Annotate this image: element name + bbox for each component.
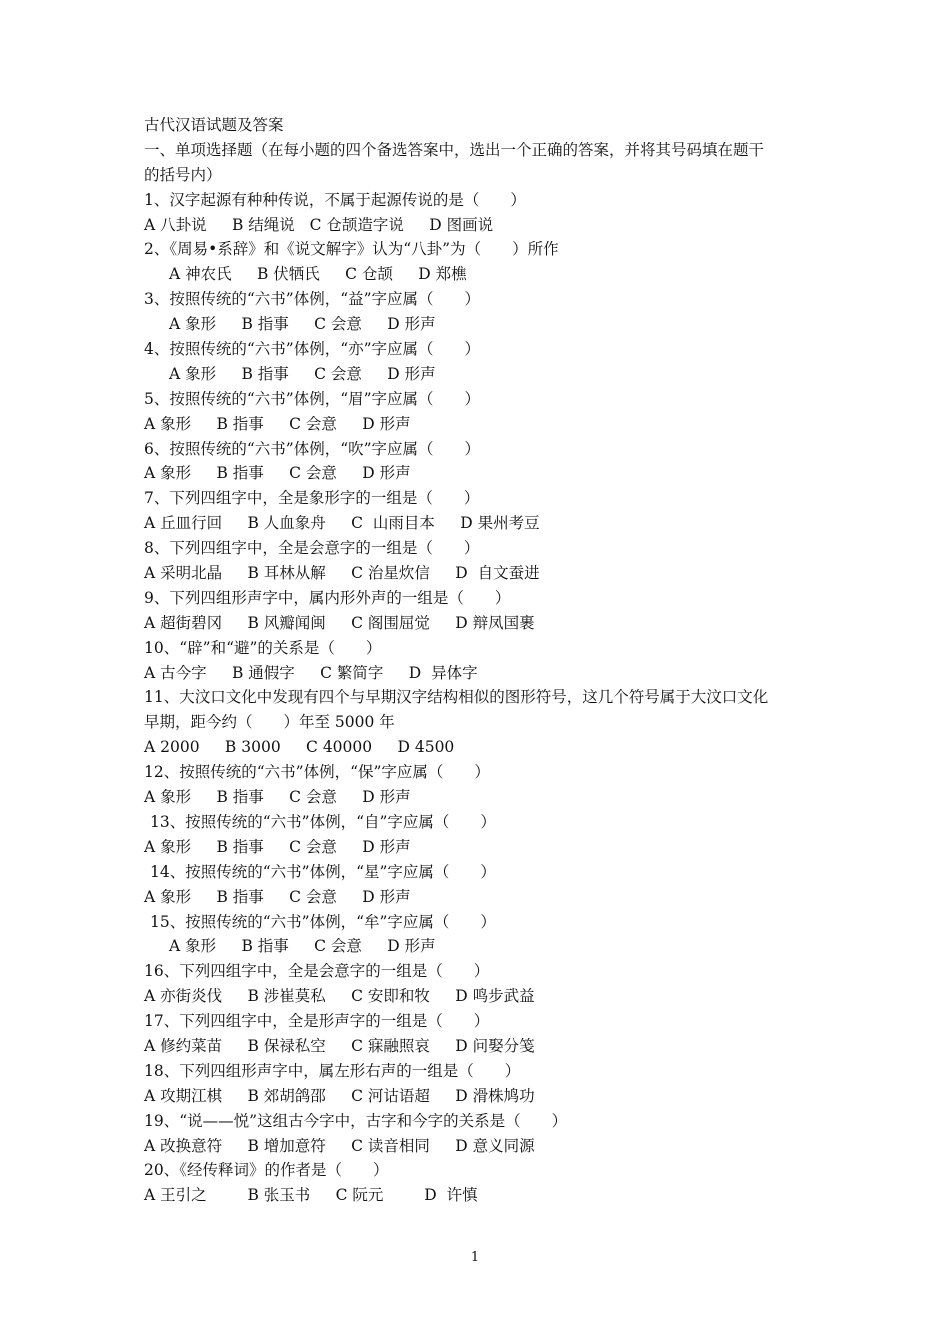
text-line: A 2000 B 3000 C 40000 D 4500 — [144, 738, 455, 757]
text-line: 5、按照传统的“六书”体例，“眉”字应属（ ） — [144, 389, 481, 408]
text-line: A 古今字 B 通假字 C 繁简字 D 异体字 — [144, 663, 478, 682]
text-line: A 象形 B 指事 C 会意 D 形声 — [144, 837, 411, 856]
text-line: 16、下列四组字中，全是会意字的一组是（ ） — [144, 962, 490, 981]
text-line: 一、单项选择题（在每小题的四个备选答案中，选出一个正确的答案，并将其号码填在题干 — [144, 140, 765, 159]
text-line: 早期，距今约（ ）年至 5000 年 — [144, 713, 395, 732]
text-line: 10、“辟”和“避”的关系是（ ） — [144, 638, 382, 657]
document-body — [144, 113, 824, 1208]
text-line: A 象形 B 指事 C 会意 D 形声 — [144, 788, 411, 807]
text-line: 11、大汶口文化中发现有四个与早期汉字结构相似的图形符号，这几个符号属于大汶口文化 — [144, 688, 769, 707]
text-line: 14、按照传统的“六书”体例，“星”字应属（ ） — [150, 862, 496, 881]
text-line: 1、汉字起源有种种传说，不属于起源传说的是（ ） — [144, 190, 526, 209]
text-line: 3、按照传统的“六书”体例，“益”字应属（ ） — [144, 290, 481, 309]
text-line: 18、下列四组形声字中，属左形右声的一组是（ ） — [144, 1061, 521, 1080]
text-line: 4、按照传统的“六书”体例，“亦”字应属（ ） — [144, 340, 481, 359]
text-line: A 攻期江棋 B 郊胡鸽邵 C 河诂语超 D 滑株鸠功 — [144, 1086, 535, 1105]
document-title: 古代汉语试题及答案 — [144, 116, 284, 134]
text-line: A 神农氏 B 伏牺氏 C 仓颉 D 郑樵 — [169, 265, 467, 284]
text-line: 13、按照传统的“六书”体例，“自”字应属（ ） — [150, 812, 496, 831]
text-line: 7、下列四组字中，全是象形字的一组是（ ） — [144, 489, 480, 508]
text-line: A 象形 B 指事 C 会意 D 形声 — [169, 937, 436, 956]
text-line: 17、下列四组字中，全是形声字的一组是（ ） — [144, 1012, 490, 1031]
text-line: A 象形 B 指事 C 会意 D 形声 — [169, 315, 436, 334]
text-line: 19、“说——悦”这组古今字中，古字和今字的关系是（ ） — [144, 1111, 568, 1130]
page-number: 1 — [470, 1250, 480, 1265]
text-line: 20、《经传释词》的作者是（ ） — [144, 1161, 389, 1180]
text-line: A 象形 B 指事 C 会意 D 形声 — [144, 414, 411, 433]
text-line: A 超街碧冈 B 风瓣闻闽 C 阁围屈觉 D 辩凤国裹 — [144, 613, 535, 632]
text-line: 2、《周易•系辞》和《说文解字》认为“八卦”为（ ）所作 — [144, 240, 559, 259]
text-line: A 象形 B 指事 C 会意 D 形声 — [169, 364, 436, 383]
text-line: 的括号内） — [144, 165, 222, 184]
text-line: A 修约菜苗 B 保禄私空 C 寐融照哀 D 问娶分笺 — [144, 1036, 535, 1055]
text-line: 8、下列四组字中，全是会意字的一组是（ ） — [144, 539, 480, 558]
text-line: A 象形 B 指事 C 会意 D 形声 — [144, 887, 411, 906]
text-line: A 象形 B 指事 C 会意 D 形声 — [144, 464, 411, 483]
text-line: A 改换意符 B 增加意符 C 读音相同 D 意义同源 — [144, 1136, 535, 1155]
text-line: 12、按照传统的“六书”体例，“保”字应属（ ） — [144, 763, 490, 782]
text-line: A 丘皿行回 B 人血象舟 C 山雨目本 D 果州考豆 — [144, 514, 540, 533]
text-line: 9、下列四组形声字中，属内形外声的一组是（ ） — [144, 588, 511, 607]
text-line: A 王引之 B 张玉书 C 阮元 D 许慎 — [144, 1186, 478, 1205]
text-line: A 八卦说 B 结绳说 C 仓颉造字说 D 图画说 — [144, 215, 494, 234]
text-line: 6、按照传统的“六书”体例，“吹”字应属（ ） — [144, 439, 481, 458]
text-line: A 采明北晶 B 耳林从解 C 治星炊信 D 自文蚕进 — [144, 564, 540, 583]
text-line: A 亦街炎伐 B 涉崔莫私 C 安即和牧 D 鸣步武益 — [144, 987, 535, 1006]
text-line: 15、按照传统的“六书”体例，“牟”字应属（ ） — [150, 912, 496, 931]
